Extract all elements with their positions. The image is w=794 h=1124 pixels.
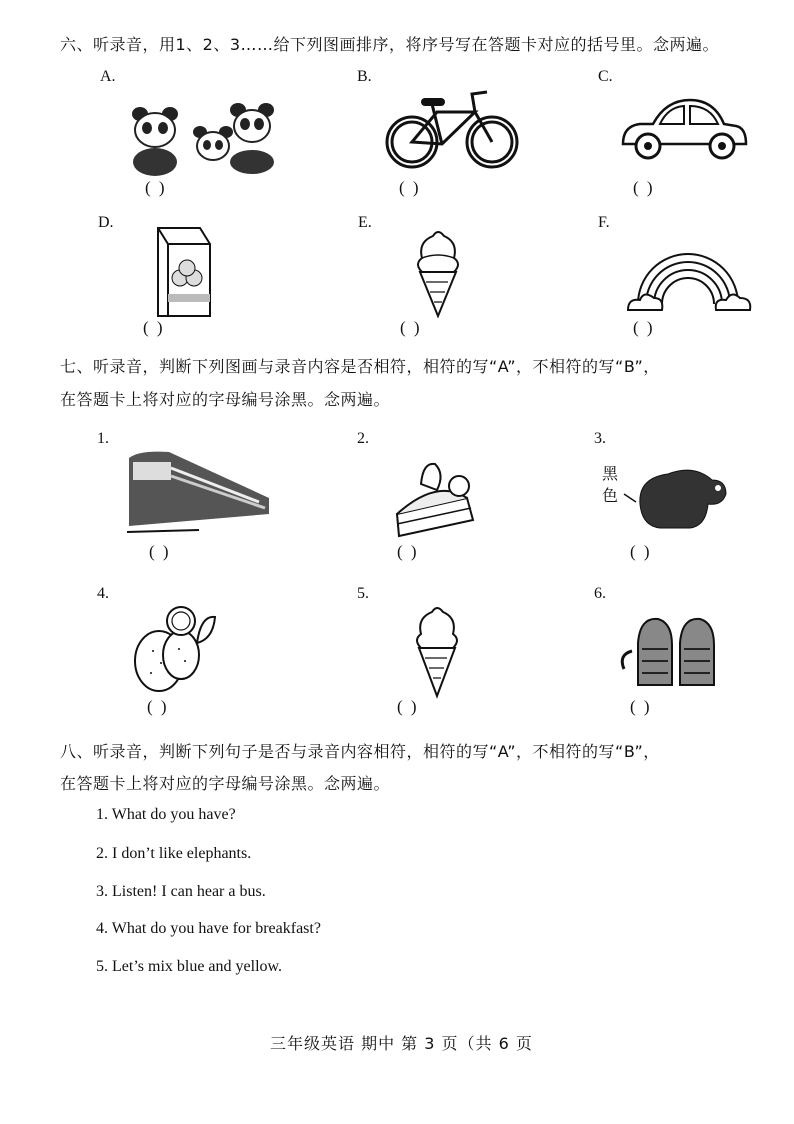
bicycle-image <box>377 82 527 172</box>
sentence-5: 5. Let’s mix blue and yellow. <box>96 958 283 975</box>
answer-bracket: ( ) <box>399 178 421 197</box>
section-7-item-2 <box>357 430 557 570</box>
item-label: 3. <box>594 430 606 447</box>
car-image <box>618 82 768 172</box>
item-label: 4. <box>97 585 109 602</box>
answer-bracket: ( ) <box>633 178 655 197</box>
section-7-item-6 <box>594 585 794 725</box>
section-7-title-line-1: 七、听录音，判断下列图画与录音内容是否相符，相符的写“A”，不相符的写“B”， <box>60 357 660 376</box>
section-6-item-a <box>100 68 300 208</box>
answer-bracket: ( ) <box>630 697 652 716</box>
cake-image <box>377 444 527 534</box>
train-image <box>119 440 269 530</box>
answer-bracket: ( ) <box>397 697 419 716</box>
answer-bracket: ( ) <box>633 318 655 337</box>
section-7-title-line-2: 在答题卡上将对应的字母编号涂黑。念两遍。 <box>60 390 391 409</box>
item-label: E. <box>358 214 372 231</box>
ice-cream-image <box>378 228 528 318</box>
section-6-item-b <box>357 68 557 208</box>
black-bear-image <box>614 444 764 534</box>
color-note: 黑色 <box>602 464 619 505</box>
section-8-title-line-2: 在答题卡上将对应的字母编号涂黑。念两遍。 <box>60 774 391 793</box>
juice-carton-image <box>118 228 268 318</box>
lemons-image <box>117 599 267 689</box>
section-6-item-d <box>98 214 298 354</box>
item-label: 2. <box>357 430 369 447</box>
sentence-3: 3. Listen! I can hear a bus. <box>96 883 266 900</box>
sentence-1: 1. What do you have? <box>96 806 236 823</box>
section-7-item-5 <box>357 585 557 725</box>
pandas-image <box>120 82 270 172</box>
tigers-image <box>614 599 764 689</box>
answer-bracket: ( ) <box>143 318 165 337</box>
section-6-title: 六、听录音，用1、2、3……给下列图画排序，将序号写在答题卡对应的括号里。念两遍。 <box>60 35 720 54</box>
sentence-4: 4. What do you have for breakfast? <box>96 920 321 937</box>
item-label: C. <box>598 68 613 85</box>
answer-bracket: ( ) <box>145 178 167 197</box>
item-label: D. <box>98 214 114 231</box>
section-7-item-4 <box>97 585 297 725</box>
item-label: A. <box>100 68 116 85</box>
section-7-item-3 <box>594 430 794 570</box>
item-label: B. <box>357 68 372 85</box>
item-label: 5. <box>357 585 369 602</box>
answer-bracket: ( ) <box>397 542 419 561</box>
section-7-item-1 <box>97 430 297 570</box>
section-6-item-e <box>358 214 558 354</box>
section-6-item-c <box>598 68 794 208</box>
answer-bracket: ( ) <box>400 318 422 337</box>
section-8-title-line-1: 八、听录音，判断下列句子是否与录音内容相符，相符的写“A”，不相符的写“B”， <box>60 742 660 761</box>
rainbow-image <box>618 228 768 318</box>
item-label: 6. <box>594 585 606 602</box>
sentence-2: 2. I don’t like elephants. <box>96 845 252 862</box>
answer-bracket: ( ) <box>149 542 171 561</box>
ice-cream-image <box>377 599 527 699</box>
section-6-item-f <box>598 214 794 354</box>
item-label: 1. <box>97 430 109 447</box>
page-footer: 三年级英语 期中 第 3 页（共 6 页 <box>270 1034 533 1053</box>
item-label: F. <box>598 214 610 231</box>
answer-bracket: ( ) <box>630 542 652 561</box>
answer-bracket: ( ) <box>147 697 169 716</box>
